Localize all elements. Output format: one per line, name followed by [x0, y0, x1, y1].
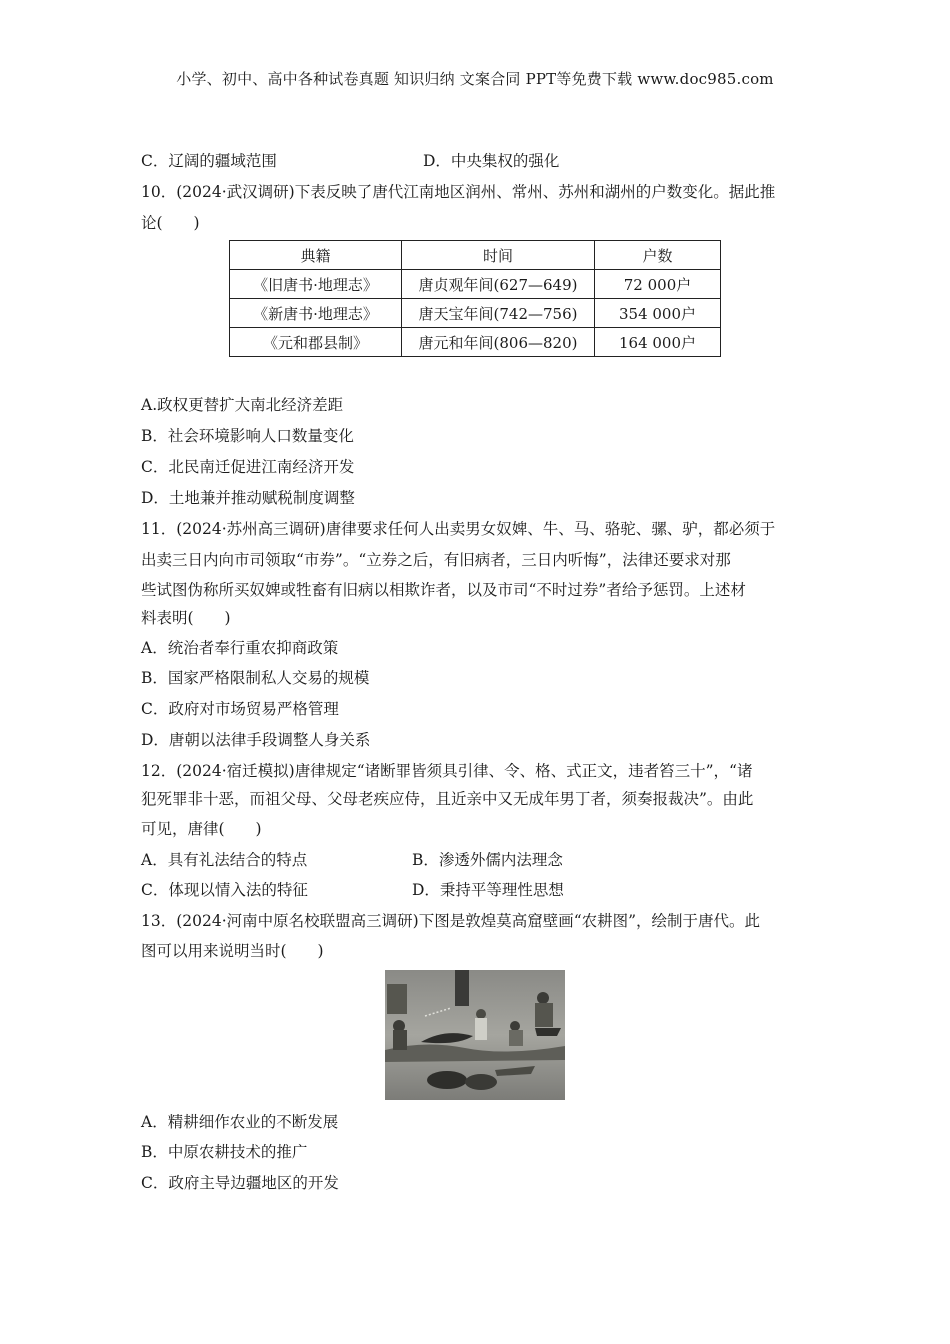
- table-row: [230, 299, 721, 328]
- q12-option-d[interactable]: D．秉持平等理性思想: [412, 881, 564, 899]
- table-cell: 《元和郡县制》: [230, 328, 402, 357]
- table-cell: 164 000户: [595, 328, 721, 357]
- table-header-cell: 时间: [402, 241, 595, 270]
- q11-stem-line2: 出卖三日内向市司领取“市券”。“立券之后，有旧病者，三日内听悔”，法律还要求对那: [141, 551, 731, 569]
- q10-data-table: [229, 240, 721, 357]
- q10-option-a[interactable]: A.政权更替扩大南北经济差距: [141, 396, 344, 414]
- mural-ox: [427, 1071, 467, 1089]
- mural-figure-head: [537, 992, 549, 1004]
- mural-figure-body: [393, 1030, 407, 1050]
- table-cell: 唐贞观年间(627—649): [402, 270, 595, 299]
- mural-figure-head: [510, 1021, 520, 1031]
- q13-stem-line1: 13．(2024·河南中原名校联盟高三调研)下图是敦煌莫高窟壁画“农耕图”，绘制于唐代。此: [141, 912, 761, 930]
- mural-figure-body: [475, 1018, 487, 1040]
- q12-option-a[interactable]: A．具有礼法结合的特点: [141, 851, 308, 869]
- mural-figure-body: [509, 1030, 523, 1046]
- q11-option-d[interactable]: D．唐朝以法律手段调整人身关系: [141, 731, 371, 749]
- mural-figure-body: [535, 1003, 553, 1027]
- q10-option-d[interactable]: D．土地兼并推动赋税制度调整: [141, 489, 355, 507]
- q9-options-row: [141, 151, 560, 171]
- q13-option-a[interactable]: A．精耕细作农业的不断发展: [141, 1113, 339, 1131]
- q11-option-b[interactable]: B．国家严格限制私人交易的规模: [141, 669, 370, 687]
- table-header-cell: 户数: [595, 241, 721, 270]
- q11-option-a[interactable]: A．统治者奉行重农抑商政策: [141, 639, 339, 657]
- mural-seat: [535, 1028, 561, 1036]
- page-header: 小学、初中、高中各种试卷真题 知识归纳 文案合同 PPT等免费下载 www.doc985.com: [176, 70, 774, 88]
- q12-options-row-2: [141, 880, 564, 900]
- table-cell: 唐天宝年间(742—756): [402, 299, 595, 328]
- q12-option-b[interactable]: B．渗透外儒内法理念: [412, 851, 563, 869]
- q10-stem-line1: 10．(2024·武汉调研)下表反映了唐代江南地区润州、常州、苏州和湖州的户数变化。据此推: [141, 183, 776, 201]
- table-row: [230, 328, 721, 357]
- q12-stem-line3: 可见，唐律( ): [141, 820, 262, 838]
- mural-tree-left: [387, 984, 407, 1014]
- mural-figure-head: [476, 1009, 486, 1019]
- q9-option-d[interactable]: D．中央集权的强化: [423, 152, 560, 170]
- q13-stem-line2: 图可以用来说明当时( ): [141, 942, 324, 960]
- q10-option-b[interactable]: B．社会环境影响人口数量变化: [141, 427, 354, 445]
- mural-banner: [455, 970, 469, 1006]
- q11-stem-line4: 料表明( ): [141, 609, 231, 627]
- q9-option-c[interactable]: C．辽阔的疆域范围: [141, 152, 277, 170]
- mural-ox: [465, 1074, 497, 1090]
- q11-stem-line3: 些试图伪称所买奴婢或牲畜有旧病以相欺诈者，以及市司“不时过券”者给予惩罚。上述材: [141, 581, 746, 599]
- table-cell: 《旧唐书·地理志》: [230, 270, 402, 299]
- mural-farming-image: [385, 970, 565, 1100]
- q12-option-c[interactable]: C．体现以情入法的特征: [141, 881, 308, 899]
- q12-stem-line2: 犯死罪非十恶，而祖父母、父母老疾应侍，且近亲中又无成年男丁者，须奏报裁决”。由此: [141, 790, 754, 808]
- table-cell: 唐元和年间(806—820): [402, 328, 595, 357]
- table-cell: 72 000户: [595, 270, 721, 299]
- q12-stem-line1: 12．(2024·宿迁模拟)唐律规定“诸断罪皆须具引律、令、格、式正文，违者笞三十”，“诸: [141, 762, 753, 780]
- table-cell: 354 000户: [595, 299, 721, 328]
- q10-option-c[interactable]: C．北民南迁促进江南经济开发: [141, 458, 355, 476]
- q13-option-b[interactable]: B．中原农耕技术的推广: [141, 1143, 308, 1161]
- q10-stem-line2: 论( ): [141, 214, 200, 232]
- table-cell: 《新唐书·地理志》: [230, 299, 402, 328]
- q12-options-row-1: [141, 850, 563, 870]
- q11-option-c[interactable]: C．政府对市场贸易严格管理: [141, 700, 339, 718]
- q11-stem-line1: 11．(2024·苏州高三调研)唐律要求任何人出卖男女奴婢、牛、马、骆驼、骡、驴，都必须于: [141, 520, 776, 538]
- table-header-row: [230, 241, 721, 270]
- table-header-cell: 典籍: [230, 241, 402, 270]
- q13-option-c[interactable]: C．政府主导边疆地区的开发: [141, 1174, 339, 1192]
- table-row: [230, 270, 721, 299]
